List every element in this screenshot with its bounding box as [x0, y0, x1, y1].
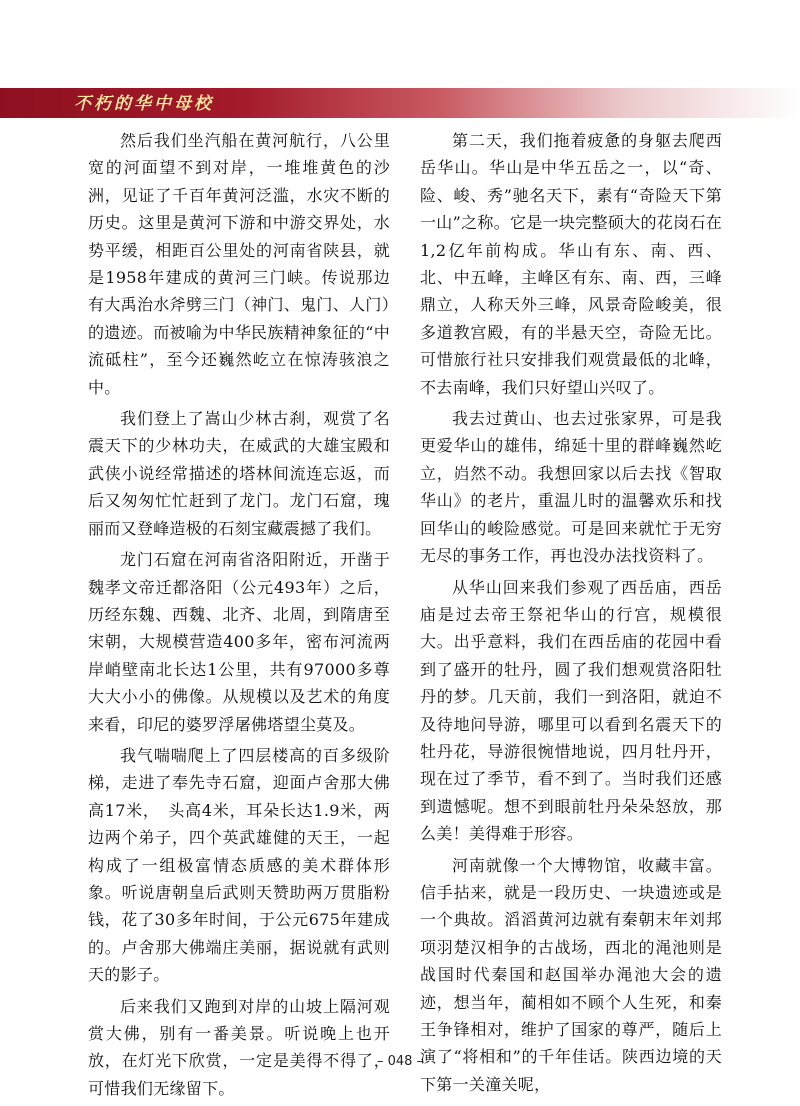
page-number: – 048 –: [376, 1054, 424, 1069]
paragraph: 河南就像一个大博物馆，收藏丰富。信手拈来，就是一段历史、一块遗迹或是一个典故。滔滔黄河边就有秦朝末年刘邦项羽楚汉相争的古战场，西北的渑池则是战国时代秦国和赵国举办渑池大会的遗迹，想当年，蔺相如不顾个人生死，和秦王争锋相对，维护了国家的尊严，随后上演了“将相和”的千年佳话。陕西边境的天下第一关潼关呢，: [420, 855, 722, 1094]
paragraph: 我气喘喘爬上了四层楼高的百多级阶梯，走进了奉先寺石窟，迎面卢舍那大佛高17米， 头高4米，耳朵长达1.9米，两边两个弟子，四个英武雄健的天王，一起构成了一组极富情态质感的美术群体形象。听说唐朝皇后武则天赞助两万贯脂粉钱，花了30多年时间，于公元675年建成的。卢舍那大佛端庄美丽，据说就有武则天的影子。: [88, 745, 390, 985]
paragraph: 我们登上了嵩山少林古刹，观赏了名震天下的少林功夫，在威武的大雄宝殿和武侠小说经常描述的塔林间流连忘返，而后又匆匆忙忙赶到了龙门。龙门石窟，瑰丽而又登峰造极的石刻宝藏震撼了我们。: [88, 409, 390, 538]
paragraph: 然后我们坐汽船在黄河航行，八公里宽的河面望不到对岸，一堆堆黄色的沙洲，见证了千百年黄河泛滥，水灾不断的历史。这里是黄河下游和中游交界处，水势平缓，相距百公里处的河南省陕县，就是1958年建成的黄河三门峡。传说那边有大禹治水斧劈三门（神门、鬼门、人门）的遗迹。而被喻为中华民族精神象征的“中流砥柱”，至今还巍然屹立在惊涛骇浪之中。: [88, 131, 390, 397]
paragraph: 第二天，我们拖着疲惫的身躯去爬西岳华山。华山是中华五岳之一，以“奇、险、峻、秀”驰名天下，素有“奇险天下第一山”之称。它是一块完整硕大的花岗石在1,2亿年前构成。华山有东、南、西、北、中五峰，主峰区有东、南、西，三峰鼎立，人称天外三峰，风景奇险峻美，很多道教宫殿，有的半悬天空，奇险无比。可惜旅行社只安排我们观赏最低的北峰，不去南峰，我们只好望山兴叹了。: [420, 131, 722, 397]
left-column: [88, 127, 390, 1106]
section-title: 不朽的华中母校: [74, 94, 214, 114]
paragraph: 我去过黄山、也去过张家界，可是我更爱华山的雄伟，绵延十里的群峰巍然屹立，岿然不动。我想回家以后去找《智取华山》的老片，重温儿时的温馨欢乐和找回华山的峻险感觉。可是回来就忙于无穷无尽的事务工作，再也没办法找资料了。: [420, 409, 722, 566]
paragraph: 后来我们又跑到对岸的山坡上隔河观赏大佛，别有一番美景。听说晚上也开放，在灯光下欣赏，一定是美得不得了，可惜我们无缘留下。: [88, 996, 390, 1098]
paragraph: 从华山回来我们参观了西岳庙，西岳庙是过去帝王祭祀华山的行宫，规模很大。出乎意料，我们在西岳庙的花园中看到了盛开的牡丹，圆了我们想观赏洛阳牡丹的梦。几天前，我们一到洛阳，就迫不及待地问导游，哪里可以看到名震天下的牡丹花，导游很惋惜地说，四月牡丹开，现在过了季节，看不到了。当时我们还感到遗憾呢。想不到眼前牡丹朵朵怒放，那么美！美得难于形容。: [420, 577, 722, 844]
right-column: [420, 127, 722, 1102]
paragraph: 龙门石窟在河南省洛阳附近，开凿于魏孝文帝迁都洛阳（公元493年）之后，历经东魏、西魏、北齐、北周，到隋唐至宋朝，大规模营造400多年，密布河流两岸峭壁南北长达1公里，共有97000多尊大大小小的佛像。从规模以及艺术的角度来看，印尼的婆罗浮屠佛塔望尘莫及。: [88, 550, 390, 734]
